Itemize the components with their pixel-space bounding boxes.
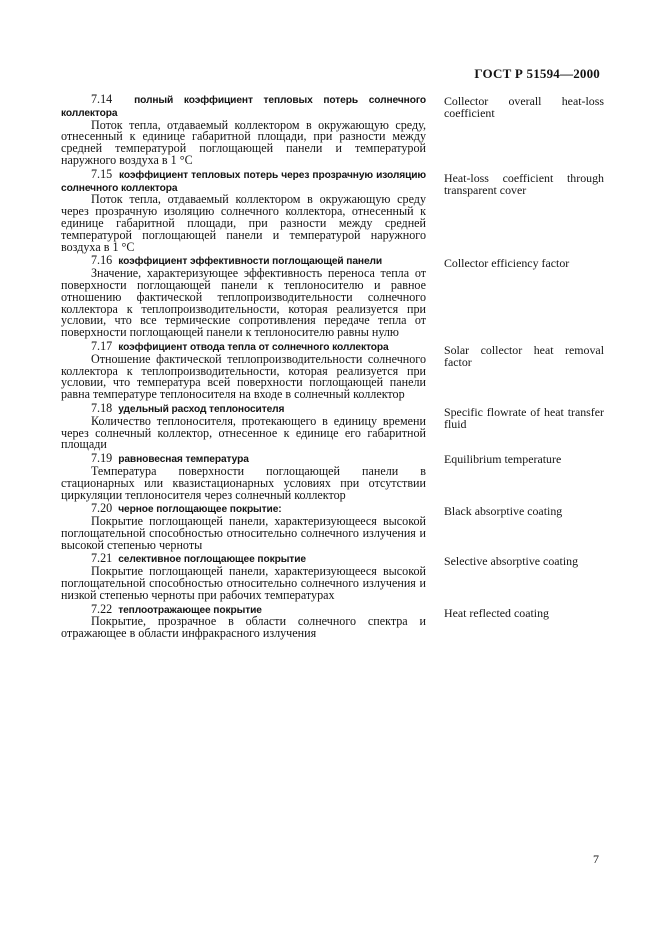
term-number: 7.22	[91, 601, 113, 616]
term-title: полный коэффициент тепловых потерь солнечного коллектора	[61, 95, 426, 119]
term-definition: Покрытие поглощающей панели, характеризующееся высокой поглощательной способностью относительно солнечного излучения и высокой степенью черноты	[61, 514, 426, 552]
english-term: Specific flowrate of heat transfer fluid	[444, 404, 604, 431]
term-number: 7.19	[91, 451, 113, 466]
term-entry-7-18	[61, 400, 604, 452]
english-term: Equilibrium temperature	[444, 452, 562, 467]
term-definition: Отношение фактической теплопроизводительности солнечного коллектора к теплопроизводительности, которая реализуется при условии, что температура всей поверхности поглощающей панели равна температуре теплоносителя на входе в солнечный коллектор	[61, 351, 426, 402]
standard-designation: ГОСТ Р 51594—2000	[474, 66, 600, 81]
term-entry-7-16	[61, 255, 604, 339]
term-definition: Значение, характеризующее эффективность переноса тепла от поверхности поглощающей панели к теплоносителю и равное отношению фактической теплопроизводительности солнечного коллектора к теплопроизводительности, которая реализуется при условии, что все термические сопротивления передаче тепла от поверхности поглощающей панели к теплоносителю равны нулю	[61, 266, 426, 340]
term-number: 7.16	[91, 253, 113, 268]
term-entries	[61, 94, 604, 640]
term-definition: Поток тепла, отдаваемый коллектором в окружающую среду, отнесенный к единице габаритной площади, при разности между средней температурой поглощающей панели и температурой наружного воздуха в 1 °С	[61, 117, 426, 167]
english-term: Collector overall heat-loss coefficient	[444, 94, 604, 120]
term-number: 7.20	[91, 501, 113, 516]
term-title: черное поглощающее покрытие:	[118, 504, 282, 516]
russian-column	[61, 94, 426, 167]
term-number: 7.18	[91, 400, 113, 415]
russian-column	[61, 338, 426, 402]
english-term: Heat-loss coefficient through transparent cover	[444, 170, 604, 197]
english-term: Collector efficiency factor	[444, 256, 570, 271]
russian-column	[61, 255, 426, 339]
term-number: 7.15	[91, 166, 113, 181]
term-definition: Покрытие поглощающей панели, характеризующееся высокой поглощательной способностью относительно солнечного излучения и низкой степенью черноты при рабочих температурах	[61, 564, 426, 602]
term-entry-7-14	[61, 94, 604, 167]
term-definition: Количество теплоносителя, протекающего в единицу времени через солнечный коллектор, отнесенное к единице его габаритной площади	[61, 413, 426, 452]
russian-column	[61, 503, 426, 551]
term-title: теплоотражающее покрытие	[118, 604, 262, 616]
term-entry-7-20	[61, 503, 604, 551]
term-entry-7-21	[61, 553, 604, 601]
english-term: Heat reflected coating	[444, 605, 549, 620]
term-entry-7-19	[61, 453, 604, 501]
term-entry-7-22	[61, 601, 604, 641]
russian-column	[61, 166, 427, 254]
term-entry-7-15	[61, 166, 604, 254]
english-term: Black absorptive coating	[444, 504, 563, 519]
term-definition: Температура поверхности поглощающей панели в стационарных или квазистационарных условиях при отсутствии циркуляции теплоносителя через солнечный коллектор	[61, 463, 426, 502]
term-title: коэффициент отвода тепла от солнечного коллектора	[118, 341, 389, 353]
term-entry-7-17	[61, 338, 604, 402]
term-heading	[61, 94, 426, 120]
term-title: равновесная температура	[118, 454, 249, 466]
english-term: Selective absorptive coating	[444, 554, 579, 569]
page-number: 7	[593, 852, 599, 866]
russian-column	[61, 601, 426, 641]
term-title: удельный расход теплоносителя	[118, 403, 285, 415]
russian-column	[61, 453, 426, 501]
russian-column	[61, 553, 426, 601]
term-title: коэффициент тепловых потерь через прозрачную изоляцию солнечного коллектора	[61, 169, 427, 194]
term-definition: Поток тепла, отдаваемый коллектором в окружающую среду через прозрачную изоляцию солнечного коллектора, отнесенный к единице габаритной площади, при разности между средней температурой поглощающей панели и температурой наружного воздуха в 1 °С	[61, 192, 426, 254]
term-number: 7.17	[91, 338, 113, 353]
term-title: коэффициент эффективности поглощающей панели	[118, 256, 383, 268]
term-heading	[61, 166, 427, 195]
term-definition: Покрытие, прозрачное в области солнечного спектра и отражающее в области инфракрасного излучения	[61, 614, 426, 641]
term-number: 7.21	[91, 551, 113, 566]
russian-column	[61, 400, 426, 452]
english-term: Solar collector heat removal factor	[444, 342, 604, 369]
term-title: селективное поглощающее покрытие	[118, 554, 306, 566]
term-number: 7.14	[91, 92, 113, 106]
